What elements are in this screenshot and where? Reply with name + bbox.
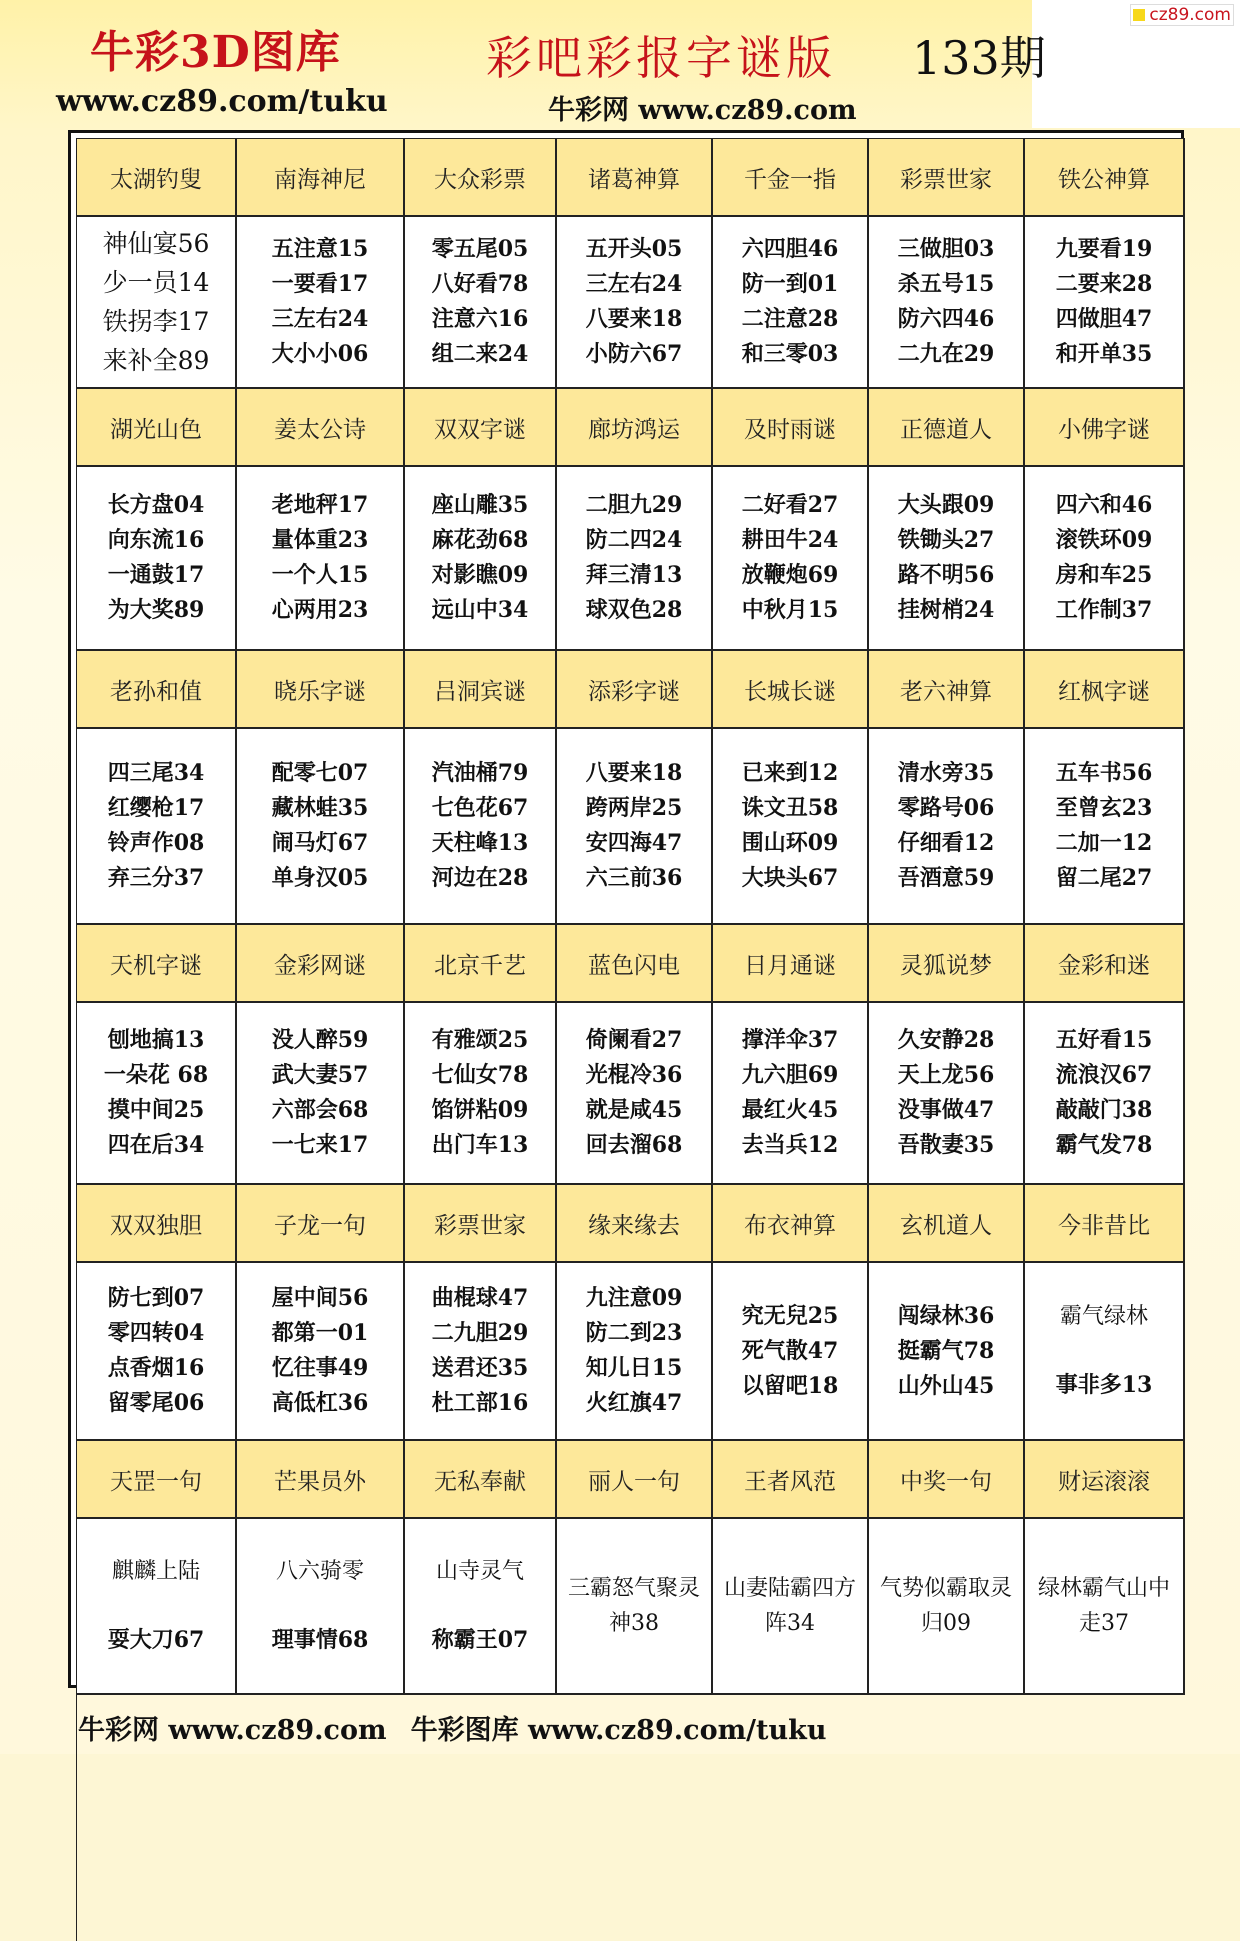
riddle-line: 五开头05 xyxy=(585,236,683,262)
riddle-line: 一要看17 xyxy=(271,271,369,297)
riddle-line: 二好看27 xyxy=(741,492,839,518)
riddle-line: 八六骑零 xyxy=(275,1559,364,1584)
riddle-line: 光棍冷36 xyxy=(585,1062,683,1088)
column-header: 千金一指 xyxy=(713,139,869,217)
riddle-line: 红缨枪17 xyxy=(107,795,205,821)
riddle-line: 藏林蛙35 xyxy=(271,795,369,821)
riddle-line: 耕田牛24 xyxy=(741,527,839,553)
riddle-line: 弃三分37 xyxy=(107,865,205,891)
column-header: 金彩和迷 xyxy=(1025,925,1185,1003)
riddle-cell xyxy=(557,1519,713,1695)
column-header: 双双字谜 xyxy=(405,389,557,467)
riddle-line: 二要来28 xyxy=(1055,271,1153,297)
riddle-cell xyxy=(557,1263,713,1441)
riddle-cell xyxy=(713,1003,869,1185)
riddle-line: 九六胆69 xyxy=(741,1062,839,1088)
riddle-line: 天柱峰13 xyxy=(431,830,529,856)
column-header: 大众彩票 xyxy=(405,139,557,217)
riddle-cell xyxy=(237,217,405,389)
riddle-line: 事非多13 xyxy=(1055,1372,1153,1398)
riddle-cell xyxy=(1025,1519,1185,1695)
riddle-cell xyxy=(713,729,869,925)
riddle-line: 来补全89 xyxy=(102,346,210,375)
riddle-line: 对影瞧09 xyxy=(431,562,529,588)
riddle-line: 四六和46 xyxy=(1055,492,1153,518)
riddle-line: 三左右24 xyxy=(585,271,683,297)
riddle-cell xyxy=(405,1003,557,1185)
riddle-line: 三左右24 xyxy=(271,306,369,332)
riddle-line: 球双色28 xyxy=(585,597,683,623)
brand-url: www.cz89.com/tuku xyxy=(56,84,388,119)
riddle-cell xyxy=(1025,729,1185,925)
riddle-line: 二胆九29 xyxy=(585,492,683,518)
riddle-line: 留二尾27 xyxy=(1055,865,1153,891)
riddle-cell xyxy=(869,1519,1025,1695)
column-header: 金彩网谜 xyxy=(237,925,405,1003)
watermark xyxy=(1130,4,1234,26)
riddle-line: 零五尾05 xyxy=(431,236,529,262)
riddle-line: 死气散47 xyxy=(741,1337,839,1364)
riddle-line: 二九胆29 xyxy=(431,1320,529,1346)
riddle-cell xyxy=(405,1519,557,1695)
column-header: 双双独胆 xyxy=(77,1185,237,1263)
riddle-cell xyxy=(405,729,557,925)
column-header: 正德道人 xyxy=(869,389,1025,467)
column-header: 姜太公诗 xyxy=(237,389,405,467)
riddle-line: 七仙女78 xyxy=(431,1062,529,1088)
riddle-cell xyxy=(237,1263,405,1441)
column-header: 王者风范 xyxy=(713,1441,869,1519)
riddle-line: 已来到12 xyxy=(741,760,839,786)
riddle-line: 一个人15 xyxy=(271,562,369,588)
column-header: 及时雨谜 xyxy=(713,389,869,467)
riddle-line: 九要看19 xyxy=(1055,236,1153,262)
column-header: 铁公神算 xyxy=(1025,139,1185,217)
riddle-line: 量体重23 xyxy=(271,527,369,553)
riddle-cell xyxy=(869,1003,1025,1185)
riddle-line: 撑洋伞37 xyxy=(741,1027,839,1053)
riddle-line: 山妻陆霸四方阵34 xyxy=(723,1576,856,1636)
riddle-line: 山寺灵气 xyxy=(435,1559,524,1584)
riddle-line: 座山雕35 xyxy=(431,492,529,518)
riddle-line: 四做胆47 xyxy=(1055,306,1153,332)
riddle-line: 心两用23 xyxy=(271,597,369,623)
riddle-line: 二注意28 xyxy=(741,306,839,332)
column-header: 丽人一句 xyxy=(557,1441,713,1519)
riddle-line: 一朵花 68 xyxy=(103,1062,209,1088)
riddle-line: 流浪汉67 xyxy=(1055,1062,1153,1088)
column-header: 日月通谜 xyxy=(713,925,869,1003)
column-header: 老六神算 xyxy=(869,651,1025,729)
riddle-line: 防六四46 xyxy=(897,306,995,332)
riddle-line: 围山环09 xyxy=(741,830,839,856)
riddle-line: 五车书56 xyxy=(1055,760,1153,786)
column-header: 吕洞宾谜 xyxy=(405,651,557,729)
riddle-line: 八要来18 xyxy=(585,306,683,332)
riddle-line: 火红旗47 xyxy=(585,1390,683,1416)
riddle-line: 清水旁35 xyxy=(897,760,995,786)
riddle-line: 霸气发78 xyxy=(1055,1132,1153,1158)
footer-gallery: 牛彩图库 www.cz89.com/tuku xyxy=(410,1715,827,1746)
column-header: 诸葛神算 xyxy=(557,139,713,217)
riddle-line: 远山中34 xyxy=(431,597,529,623)
riddle-line: 六三前36 xyxy=(585,865,683,891)
riddle-cell xyxy=(1025,1003,1185,1185)
riddle-line: 留零尾06 xyxy=(107,1390,205,1416)
riddle-line: 天上龙56 xyxy=(897,1062,995,1088)
riddle-line: 中秋月15 xyxy=(741,597,839,623)
page-title: 彩吧彩报字谜版 xyxy=(486,31,836,85)
riddle-line: 送君还35 xyxy=(431,1355,529,1381)
riddle-line: 理事情68 xyxy=(271,1627,369,1653)
riddle-cell xyxy=(713,1263,869,1441)
riddle-cell xyxy=(557,729,713,925)
riddle-line: 铁锄头27 xyxy=(897,527,995,553)
riddle-line: 九注意09 xyxy=(585,1285,683,1311)
riddle-line: 八要来18 xyxy=(585,760,683,786)
riddle-line: 诛文丑58 xyxy=(741,795,839,821)
riddle-line: 铃声作08 xyxy=(107,830,205,856)
riddle-table xyxy=(76,138,1185,1941)
riddle-line: 防二四24 xyxy=(585,527,683,553)
riddle-line: 忆往事49 xyxy=(271,1355,369,1381)
riddle-cell xyxy=(557,1003,713,1185)
column-header: 北京千艺 xyxy=(405,925,557,1003)
riddle-line: 至曾玄23 xyxy=(1055,795,1153,821)
riddle-line: 滚铁环09 xyxy=(1055,527,1153,553)
column-header: 红枫字谜 xyxy=(1025,651,1185,729)
riddle-cell xyxy=(77,1263,237,1441)
column-header: 廊坊鸿运 xyxy=(557,389,713,467)
riddle-line: 房和车25 xyxy=(1055,562,1153,588)
riddle-line: 挂树梢24 xyxy=(897,597,995,623)
column-header: 财运滚滚 xyxy=(1025,1441,1185,1519)
riddle-cell xyxy=(713,467,869,651)
riddle-line: 和三零03 xyxy=(741,341,839,367)
riddle-line: 防二到23 xyxy=(585,1320,683,1346)
riddle-line: 神仙宴56 xyxy=(102,229,210,258)
riddle-line: 安四海47 xyxy=(585,830,683,856)
riddle-line: 武大妻57 xyxy=(271,1062,369,1088)
riddle-cell xyxy=(1025,217,1185,389)
riddle-line: 老地秤17 xyxy=(271,492,369,518)
riddle-cell xyxy=(77,217,237,389)
riddle-line: 零路号06 xyxy=(897,795,995,821)
column-header: 缘来缘去 xyxy=(557,1185,713,1263)
riddle-line: 二九在29 xyxy=(897,341,995,367)
riddle-cell xyxy=(405,217,557,389)
riddle-line: 四在后34 xyxy=(107,1132,205,1158)
riddle-line: 配零七07 xyxy=(271,760,369,786)
riddle-cell xyxy=(77,467,237,651)
riddle-cell xyxy=(237,1003,405,1185)
riddle-line: 三霸怒气聚灵神38 xyxy=(567,1576,700,1636)
riddle-cell xyxy=(77,729,237,925)
riddle-line: 究无兒25 xyxy=(741,1302,839,1329)
riddle-line: 一通鼓17 xyxy=(107,562,205,588)
column-header: 太湖钓叟 xyxy=(77,139,237,217)
riddle-line: 五好看15 xyxy=(1055,1027,1153,1053)
column-header: 南海神尼 xyxy=(237,139,405,217)
riddle-line: 闹马灯67 xyxy=(271,830,369,856)
riddle-line: 吾散妻35 xyxy=(897,1132,995,1158)
column-header: 老孙和值 xyxy=(77,651,237,729)
riddle-line: 工作制37 xyxy=(1055,597,1153,623)
riddle-line: 麻花劲68 xyxy=(431,527,529,553)
riddle-cell xyxy=(713,217,869,389)
site-url: 牛彩网 www.cz89.com xyxy=(548,95,857,126)
column-header: 玄机道人 xyxy=(869,1185,1025,1263)
riddle-line: 三做胆03 xyxy=(897,236,995,262)
riddle-line: 大头跟09 xyxy=(897,492,995,518)
riddle-line: 路不明56 xyxy=(897,562,995,588)
riddle-line: 耍大刀67 xyxy=(107,1627,205,1653)
riddle-line: 组二来24 xyxy=(431,341,529,367)
riddle-line: 六部会68 xyxy=(271,1097,369,1123)
riddle-line: 挺霸气78 xyxy=(897,1337,995,1364)
riddle-line: 八好看78 xyxy=(431,271,529,297)
riddle-line: 向东流16 xyxy=(107,527,205,553)
riddle-line: 绿林霸气山中走37 xyxy=(1037,1576,1170,1636)
riddle-line: 久安静28 xyxy=(897,1027,995,1053)
riddle-line: 麒麟上陆 xyxy=(111,1559,200,1584)
column-header: 天机字谜 xyxy=(77,925,237,1003)
riddle-cell xyxy=(405,467,557,651)
column-header: 小佛字谜 xyxy=(1025,389,1185,467)
riddle-cell xyxy=(237,1519,405,1695)
brand-title: 牛彩3D图库 xyxy=(90,27,341,78)
riddle-line: 一七来17 xyxy=(271,1132,369,1158)
riddle-cell xyxy=(77,1003,237,1185)
riddle-line: 就是咸45 xyxy=(585,1097,683,1123)
riddle-line: 二加一12 xyxy=(1055,830,1153,856)
riddle-line: 小防六67 xyxy=(585,341,683,367)
riddle-line: 五注意15 xyxy=(271,236,369,262)
column-header: 添彩字谜 xyxy=(557,651,713,729)
riddle-line: 摸中间25 xyxy=(107,1097,205,1123)
column-header: 晓乐字谜 xyxy=(237,651,405,729)
riddle-line: 吾酒意59 xyxy=(897,865,995,891)
riddle-cell xyxy=(869,1263,1025,1441)
riddle-line: 为大奖89 xyxy=(107,597,205,623)
column-header: 中奖一句 xyxy=(869,1441,1025,1519)
riddle-line: 仔细看12 xyxy=(897,830,995,856)
riddle-cell xyxy=(1025,467,1185,651)
riddle-line: 山外山45 xyxy=(897,1372,995,1399)
riddle-cell xyxy=(869,217,1025,389)
riddle-line: 杜工部16 xyxy=(431,1390,529,1416)
riddle-line: 杀五号15 xyxy=(897,271,995,297)
riddle-line: 七色花67 xyxy=(431,795,529,821)
riddle-line: 没事做47 xyxy=(897,1097,995,1123)
riddle-line: 回去溜68 xyxy=(585,1132,683,1158)
footer xyxy=(78,1708,826,1747)
riddle-line: 和开单35 xyxy=(1055,341,1153,367)
column-header: 今非昔比 xyxy=(1025,1185,1185,1263)
riddle-line: 跨两岸25 xyxy=(585,795,683,821)
riddle-line: 少一员14 xyxy=(102,268,210,297)
column-header: 彩票世家 xyxy=(405,1185,557,1263)
column-header: 蓝色闪电 xyxy=(557,925,713,1003)
riddle-line: 去当兵12 xyxy=(741,1132,839,1158)
riddle-line: 最红火45 xyxy=(741,1097,839,1123)
column-header: 彩票世家 xyxy=(869,139,1025,217)
riddle-line: 以留吧18 xyxy=(741,1372,839,1399)
riddle-line: 倚阑看27 xyxy=(585,1027,683,1053)
riddle-cell xyxy=(405,1263,557,1441)
riddle-cell xyxy=(77,1519,237,1695)
riddle-cell xyxy=(557,217,713,389)
riddle-line: 长方盘04 xyxy=(107,492,205,518)
column-header: 布衣神算 xyxy=(713,1185,869,1263)
riddle-line: 零四转04 xyxy=(107,1320,205,1346)
riddle-line: 知儿日15 xyxy=(585,1355,683,1381)
riddle-line: 曲棍球47 xyxy=(431,1285,529,1311)
riddle-cell xyxy=(713,1519,869,1695)
riddle-cell xyxy=(557,467,713,651)
issue-number: 133期 xyxy=(912,31,1046,85)
riddle-line: 称霸王07 xyxy=(431,1627,529,1653)
riddle-line: 单身汉05 xyxy=(271,865,369,891)
riddle-line: 大小小06 xyxy=(271,341,369,367)
riddle-line: 馅饼粘09 xyxy=(431,1097,529,1123)
riddle-line: 有雅颂25 xyxy=(431,1027,529,1053)
riddle-line: 屋中间56 xyxy=(271,1285,369,1311)
riddle-line: 铁拐李17 xyxy=(102,307,210,336)
riddle-line: 放鞭炮69 xyxy=(741,562,839,588)
riddle-cell xyxy=(1025,1263,1185,1441)
riddle-line: 没人醉59 xyxy=(271,1027,369,1053)
riddle-line: 汽油桶79 xyxy=(431,760,529,786)
riddle-cell xyxy=(237,729,405,925)
riddle-line: 出门车13 xyxy=(431,1132,529,1158)
riddle-line: 大块头67 xyxy=(741,865,839,891)
column-header: 芒果员外 xyxy=(237,1441,405,1519)
column-header: 湖光山色 xyxy=(77,389,237,467)
column-header: 子龙一句 xyxy=(237,1185,405,1263)
riddle-line: 气势似霸取灵归09 xyxy=(879,1576,1012,1636)
riddle-line: 六四胆46 xyxy=(741,236,839,262)
riddle-line: 霸气绿林 xyxy=(1059,1304,1148,1329)
column-header: 天罡一句 xyxy=(77,1441,237,1519)
riddle-line: 防七到07 xyxy=(107,1285,205,1311)
watermark-square-icon xyxy=(1133,9,1145,21)
riddle-line: 敲敲门38 xyxy=(1055,1097,1153,1123)
riddle-cell xyxy=(869,729,1025,925)
riddle-cell xyxy=(237,467,405,651)
riddle-line: 注意六16 xyxy=(431,306,529,332)
riddle-line: 四三尾34 xyxy=(107,760,205,786)
footer-site: 牛彩网 www.cz89.com xyxy=(78,1715,387,1746)
riddle-line: 河边在28 xyxy=(431,865,529,891)
riddle-line: 都第一01 xyxy=(271,1320,369,1346)
riddle-line: 刨地搞13 xyxy=(107,1027,205,1053)
riddle-line: 高低杠36 xyxy=(271,1390,369,1416)
riddle-cell xyxy=(869,467,1025,651)
watermark-text: cz89.com xyxy=(1149,5,1231,25)
column-header: 灵狐说梦 xyxy=(869,925,1025,1003)
riddle-line: 拜三清13 xyxy=(585,562,683,588)
riddle-line: 点香烟16 xyxy=(107,1355,205,1381)
riddle-line: 防一到01 xyxy=(741,271,839,297)
column-header: 长城长谜 xyxy=(713,651,869,729)
riddle-line: 闯绿林36 xyxy=(897,1302,995,1329)
column-header: 无私奉献 xyxy=(405,1441,557,1519)
